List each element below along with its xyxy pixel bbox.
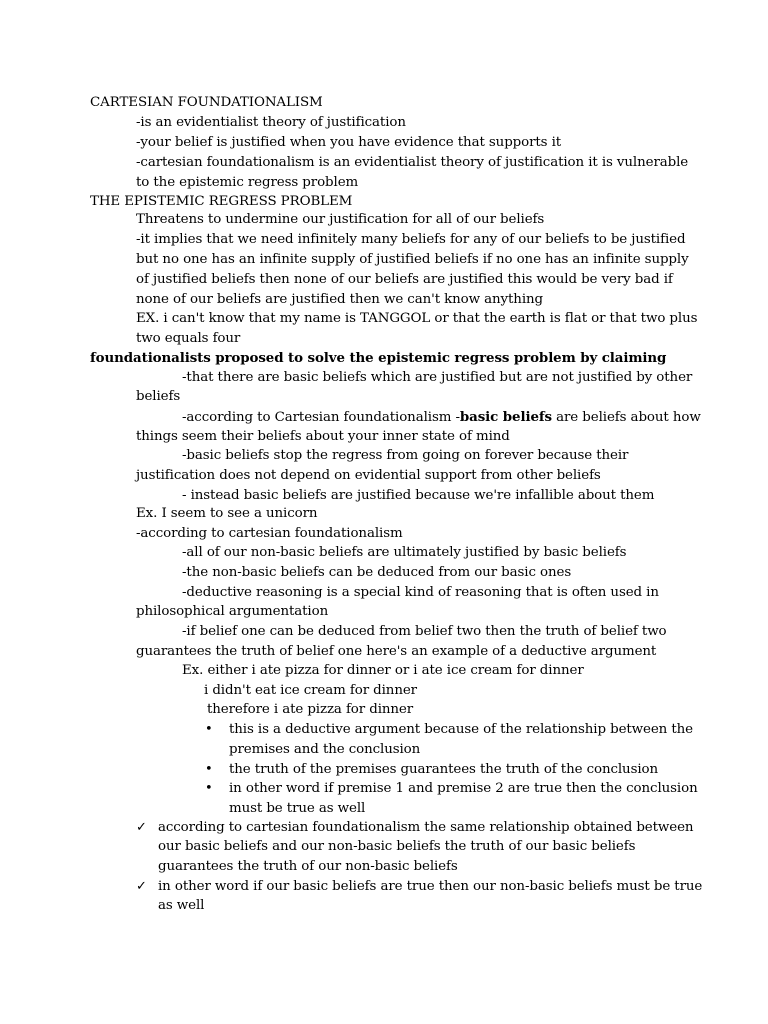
- text-line: Threatens to undermine our justification for all of our beliefs: [136, 212, 545, 227]
- text-line: -if belief one can be deduced from belief two then the truth of belief two: [182, 624, 667, 639]
- text-line: things seem their beliefs about your inner state of mind: [136, 429, 510, 444]
- text-line: EX. i can't know that my name is TANGGOL or that the earth is flat or that two plus: [136, 311, 698, 326]
- text-line: of justified beliefs then none of our beliefs are justified this would be very bad if: [136, 272, 673, 287]
- check-text: our basic beliefs and our non-basic beliefs the truth of our basic beliefs: [158, 839, 636, 854]
- bullet-icon: •: [205, 722, 213, 737]
- heading-foundationalists-claim: foundationalists proposed to solve the epistemic regress problem by claiming: [90, 350, 667, 366]
- text-line: -it implies that we need infinitely many beliefs for any of our beliefs to be justified: [136, 232, 686, 247]
- check-text: in other word if our basic beliefs are true then our non-basic beliefs must be true: [158, 879, 703, 894]
- heading-cartesian-foundationalism: CARTESIAN FOUNDATIONALISM: [90, 95, 323, 110]
- bullet-icon: •: [205, 762, 213, 777]
- check-text: as well: [158, 898, 205, 913]
- text-segment: are beliefs about how: [551, 410, 701, 425]
- text-line: therefore i ate pizza for dinner: [207, 702, 414, 717]
- text-line: -all of our non-basic beliefs are ultimately justified by basic beliefs: [182, 545, 627, 560]
- text-line-basic-beliefs: [182, 407, 701, 428]
- text-line: Ex. either i ate pizza for dinner or i ate ice cream for dinner: [182, 663, 584, 678]
- text-line: -basic beliefs stop the regress from going on forever because their: [182, 448, 629, 463]
- text-line: Ex. I seem to see a unicorn: [136, 506, 318, 521]
- bullet-text: the truth of the premises guarantees the truth of the conclusion: [229, 762, 659, 777]
- text-line: - instead basic beliefs are justified because we're infallible about them: [182, 488, 655, 503]
- text-line: none of our beliefs are justified then we can't know anything: [136, 292, 544, 307]
- bullet-text: must be true as well: [229, 801, 366, 816]
- check-text: guarantees the truth of our non-basic beliefs: [158, 859, 458, 874]
- text-line: -is an evidentialist theory of justification: [136, 115, 406, 130]
- text-line: -deductive reasoning is a special kind of reasoning that is often used in: [182, 585, 659, 600]
- text-line: two equals four: [136, 331, 241, 346]
- heading-epistemic-regress-problem: THE EPISTEMIC REGRESS PROBLEM: [90, 194, 353, 209]
- bullet-text: premises and the conclusion: [229, 742, 421, 757]
- bullet-text: this is a deductive argument because of the relationship between the: [229, 722, 693, 737]
- text-line: justification does not depend on evidential support from other beliefs: [136, 468, 601, 483]
- text-line: but no one has an infinite supply of justified beliefs if no one has an infinite supply: [136, 252, 689, 267]
- text-line: guarantees the truth of belief one here's an example of a deductive argument: [136, 644, 657, 659]
- text-line: -that there are basic beliefs which are justified but are not justified by other: [182, 370, 693, 385]
- text-segment: -according to Cartesian foundationalism -: [182, 410, 460, 425]
- bullet-text: in other word if premise 1 and premise 2 are true then the conclusion: [229, 781, 698, 796]
- text-line: beliefs: [136, 389, 181, 404]
- text-line: -your belief is justified when you have evidence that supports it: [136, 135, 562, 150]
- checkmark-icon: ✓: [136, 879, 147, 894]
- checkmark-icon: ✓: [136, 820, 147, 835]
- check-text: according to cartesian foundationalism the same relationship obtained between: [158, 820, 694, 835]
- text-line: philosophical argumentation: [136, 604, 329, 619]
- text-line: -according to cartesian foundationalism: [136, 526, 403, 541]
- term-basic-beliefs: basic beliefs: [459, 409, 552, 425]
- text-line: to the epistemic regress problem: [136, 175, 359, 190]
- text-line: -the non-basic beliefs can be deduced from our basic ones: [182, 565, 572, 580]
- text-line: i didn't eat ice cream for dinner: [204, 683, 417, 698]
- bullet-icon: •: [205, 781, 213, 796]
- text-line: -cartesian foundationalism is an evidentialist theory of justification it is vulnerable: [136, 155, 689, 170]
